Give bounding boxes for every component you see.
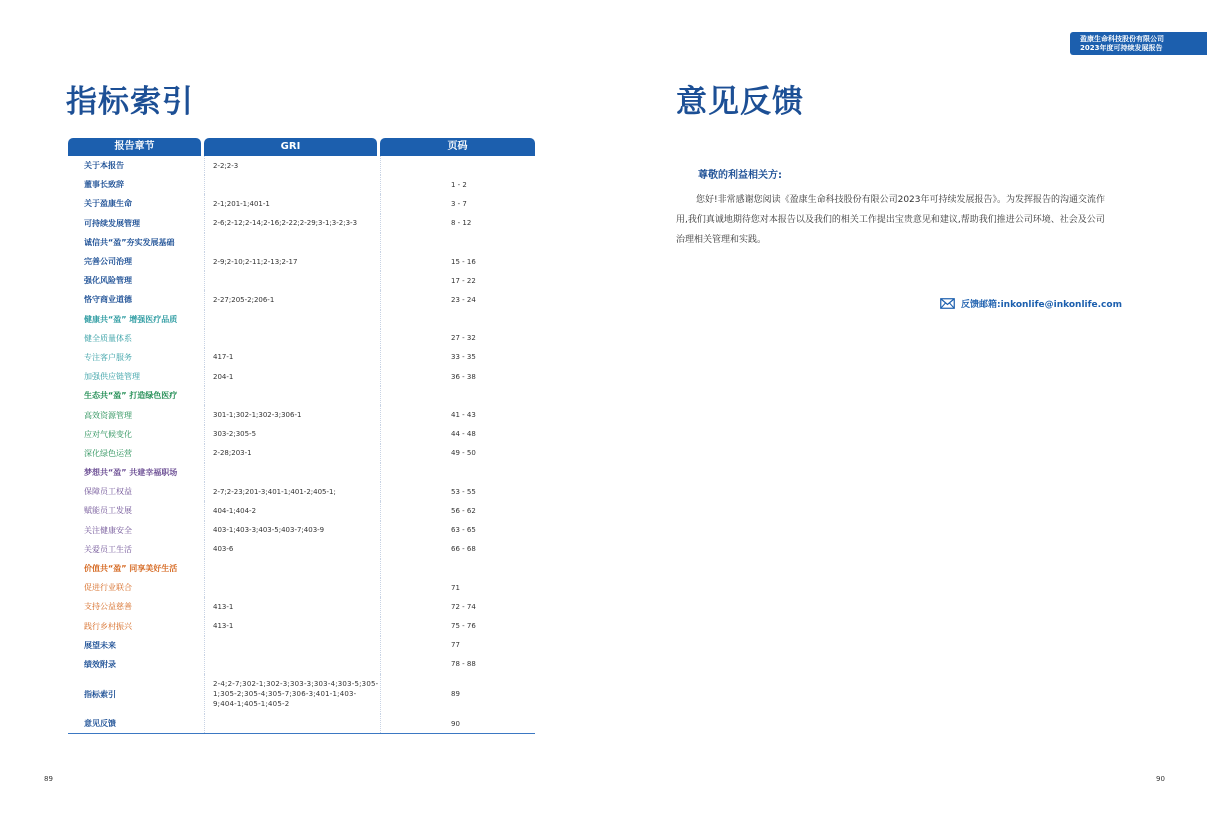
row-page: 63 - 65 [380,521,535,540]
row-page: 41 - 43 [380,405,535,424]
table-row [68,271,535,290]
row-section: 意见反馈 [84,719,116,729]
row-gri: 404-1;404-2 [204,501,380,520]
greeting: 尊敬的利益相关方: [698,170,782,181]
row-gri [204,175,380,194]
row-page [380,463,535,482]
table-row [68,482,535,501]
row-gri [204,655,380,674]
row-gri: 204-1 [204,367,380,386]
row-page: 75 - 76 [380,617,535,636]
row-page: 66 - 68 [380,540,535,559]
row-page: 72 - 74 [380,597,535,616]
row-gri [204,386,380,405]
row-page: 77 [380,636,535,655]
table-row [68,674,535,714]
row-section: 关爱员工生活 [84,544,132,554]
row-section: 深化绿色运营 [84,448,132,458]
row-gri: 2-28;203-1 [204,444,380,463]
header-page: 页码 [380,138,535,156]
row-section: 展望未来 [84,640,116,650]
table-row [68,156,535,175]
row-section: 强化风险管理 [84,276,132,286]
row-page: 90 [380,714,535,733]
row-section: 价值共“盈” 同享美好生活 [84,564,178,574]
row-gri: 2-4;2-7;302-1;302-3;303-3;303-4;303-5;305-1;305-2;305-4;305-7;306-3;401-1;403-9;404-1;405-1;405-2 [204,674,380,714]
row-page: 1 - 2 [380,175,535,194]
row-gri: 403-1;403-3;403-5;403-7;403-9 [204,521,380,540]
table-row [68,386,535,405]
header-section: 报告章节 [68,138,201,156]
badge-company: 盈康生命科技股份有限公司 [1080,35,1164,43]
table-row [68,444,535,463]
table-row [68,463,535,482]
table-row [68,194,535,213]
table-row [68,714,535,733]
row-gri [204,271,380,290]
row-gri: 2-7;2-23;201-3;401-1;401-2;405-1; [204,482,380,501]
row-gri: 301-1;302-1;302-3;306-1 [204,405,380,424]
table-header [68,138,535,156]
row-page [380,559,535,578]
row-section: 完善公司治理 [84,257,132,267]
row-section: 恪守商业道德 [84,295,132,305]
row-section: 支持公益慈善 [84,602,132,612]
row-section: 高效资源管理 [84,410,132,420]
row-page: 56 - 62 [380,501,535,520]
row-gri [204,578,380,597]
row-page [380,386,535,405]
row-page: 33 - 35 [380,348,535,367]
table-row [68,597,535,616]
header-gri: GRI [204,138,377,156]
feedback-title: 意见反馈 [676,84,804,120]
table-row [68,214,535,233]
row-page: 78 - 88 [380,655,535,674]
table-row [68,540,535,559]
row-section: 指标索引 [84,689,116,699]
row-page: 23 - 24 [380,290,535,309]
table-row [68,405,535,424]
email-label: 反馈邮箱:inkonlife@inkonlife.com [961,300,1122,310]
row-gri [204,329,380,348]
row-section: 保障员工权益 [84,487,132,497]
row-page: 44 - 48 [380,425,535,444]
row-page: 17 - 22 [380,271,535,290]
table-row [68,290,535,309]
table-row [68,655,535,674]
row-section: 绩效附录 [84,659,116,669]
row-section: 应对气候变化 [84,429,132,439]
table-row [68,175,535,194]
row-gri: 417-1 [204,348,380,367]
row-section: 健康共“盈” 增强医疗品质 [84,314,178,324]
row-section: 促进行业联合 [84,583,132,593]
row-page: 49 - 50 [380,444,535,463]
row-page [380,310,535,329]
row-section: 专注客户服务 [84,352,132,362]
row-gri: 2-6;2-12;2-14;2-16;2-22;2-29;3-1;3-2;3-3 [204,214,380,233]
table-row [68,348,535,367]
row-section: 赋能员工发展 [84,506,132,516]
row-gri: 403-6 [204,540,380,559]
index-title: 指标索引 [66,84,194,120]
page-number-left: 89 [44,775,53,783]
row-section: 梦想共“盈” 共建幸福职场 [84,468,178,478]
feedback-body: 您好!非常感谢您阅读《盈康生命科技股份有限公司2023年可持续发展报告》。为发挥报告的沟通交流作用,我们真诚地期待您对本报告以及我们的相关工作提出宝贵意见和建议,帮助我们推进公司环境、社会及公司治理相关管理和实践。 [676,195,1106,245]
row-gri [204,310,380,329]
row-gri [204,463,380,482]
row-section: 生态共“盈” 打造绿色医疗 [84,391,178,401]
row-gri [204,714,380,733]
row-section: 践行乡村振兴 [84,621,132,631]
row-gri [204,559,380,578]
row-section: 关于本报告 [84,161,124,171]
row-section: 关于盈康生命 [84,199,132,209]
row-section: 诚信共“盈”夯实发展基础 [84,237,175,247]
row-page: 8 - 12 [380,214,535,233]
table-row [68,252,535,271]
row-section: 关注健康安全 [84,525,132,535]
row-page: 53 - 55 [380,482,535,501]
row-gri: 2-9;2-10;2-11;2-13;2-17 [204,252,380,271]
row-gri [204,233,380,252]
table-row [68,559,535,578]
page-number-right: 90 [1156,775,1165,783]
table-row [68,578,535,597]
row-gri: 303-2;305-5 [204,425,380,444]
table-row [68,617,535,636]
row-section: 加强供应链管理 [84,372,140,382]
row-page: 71 [380,578,535,597]
row-gri: 2-1;201-1;401-1 [204,194,380,213]
row-section: 可持续发展管理 [84,218,140,228]
row-page: 15 - 16 [380,252,535,271]
row-section: 健全质量体系 [84,333,132,343]
table-row [68,233,535,252]
row-page: 3 - 7 [380,194,535,213]
table-row [68,310,535,329]
table-row [68,425,535,444]
row-page: 89 [380,674,535,714]
row-gri: 2-27;205-2;206-1 [204,290,380,309]
gri-index-table [68,138,535,734]
table-row [68,367,535,386]
row-page [380,233,535,252]
row-gri: 413-1 [204,597,380,616]
feedback-email[interactable] [940,297,1122,310]
badge-report: 2023年度可持续发展报告 [1080,44,1163,52]
mail-icon [940,298,955,309]
row-page: 27 - 32 [380,329,535,348]
row-gri [204,636,380,655]
row-section: 董事长致辞 [84,180,124,190]
row-page: 36 - 38 [380,367,535,386]
report-badge [1070,32,1207,55]
row-gri: 413-1 [204,617,380,636]
table-row [68,329,535,348]
row-gri: 2-2;2-3 [204,156,380,175]
table-row [68,501,535,520]
row-page [380,156,535,175]
table-row [68,521,535,540]
table-row [68,636,535,655]
table-body [68,156,535,734]
